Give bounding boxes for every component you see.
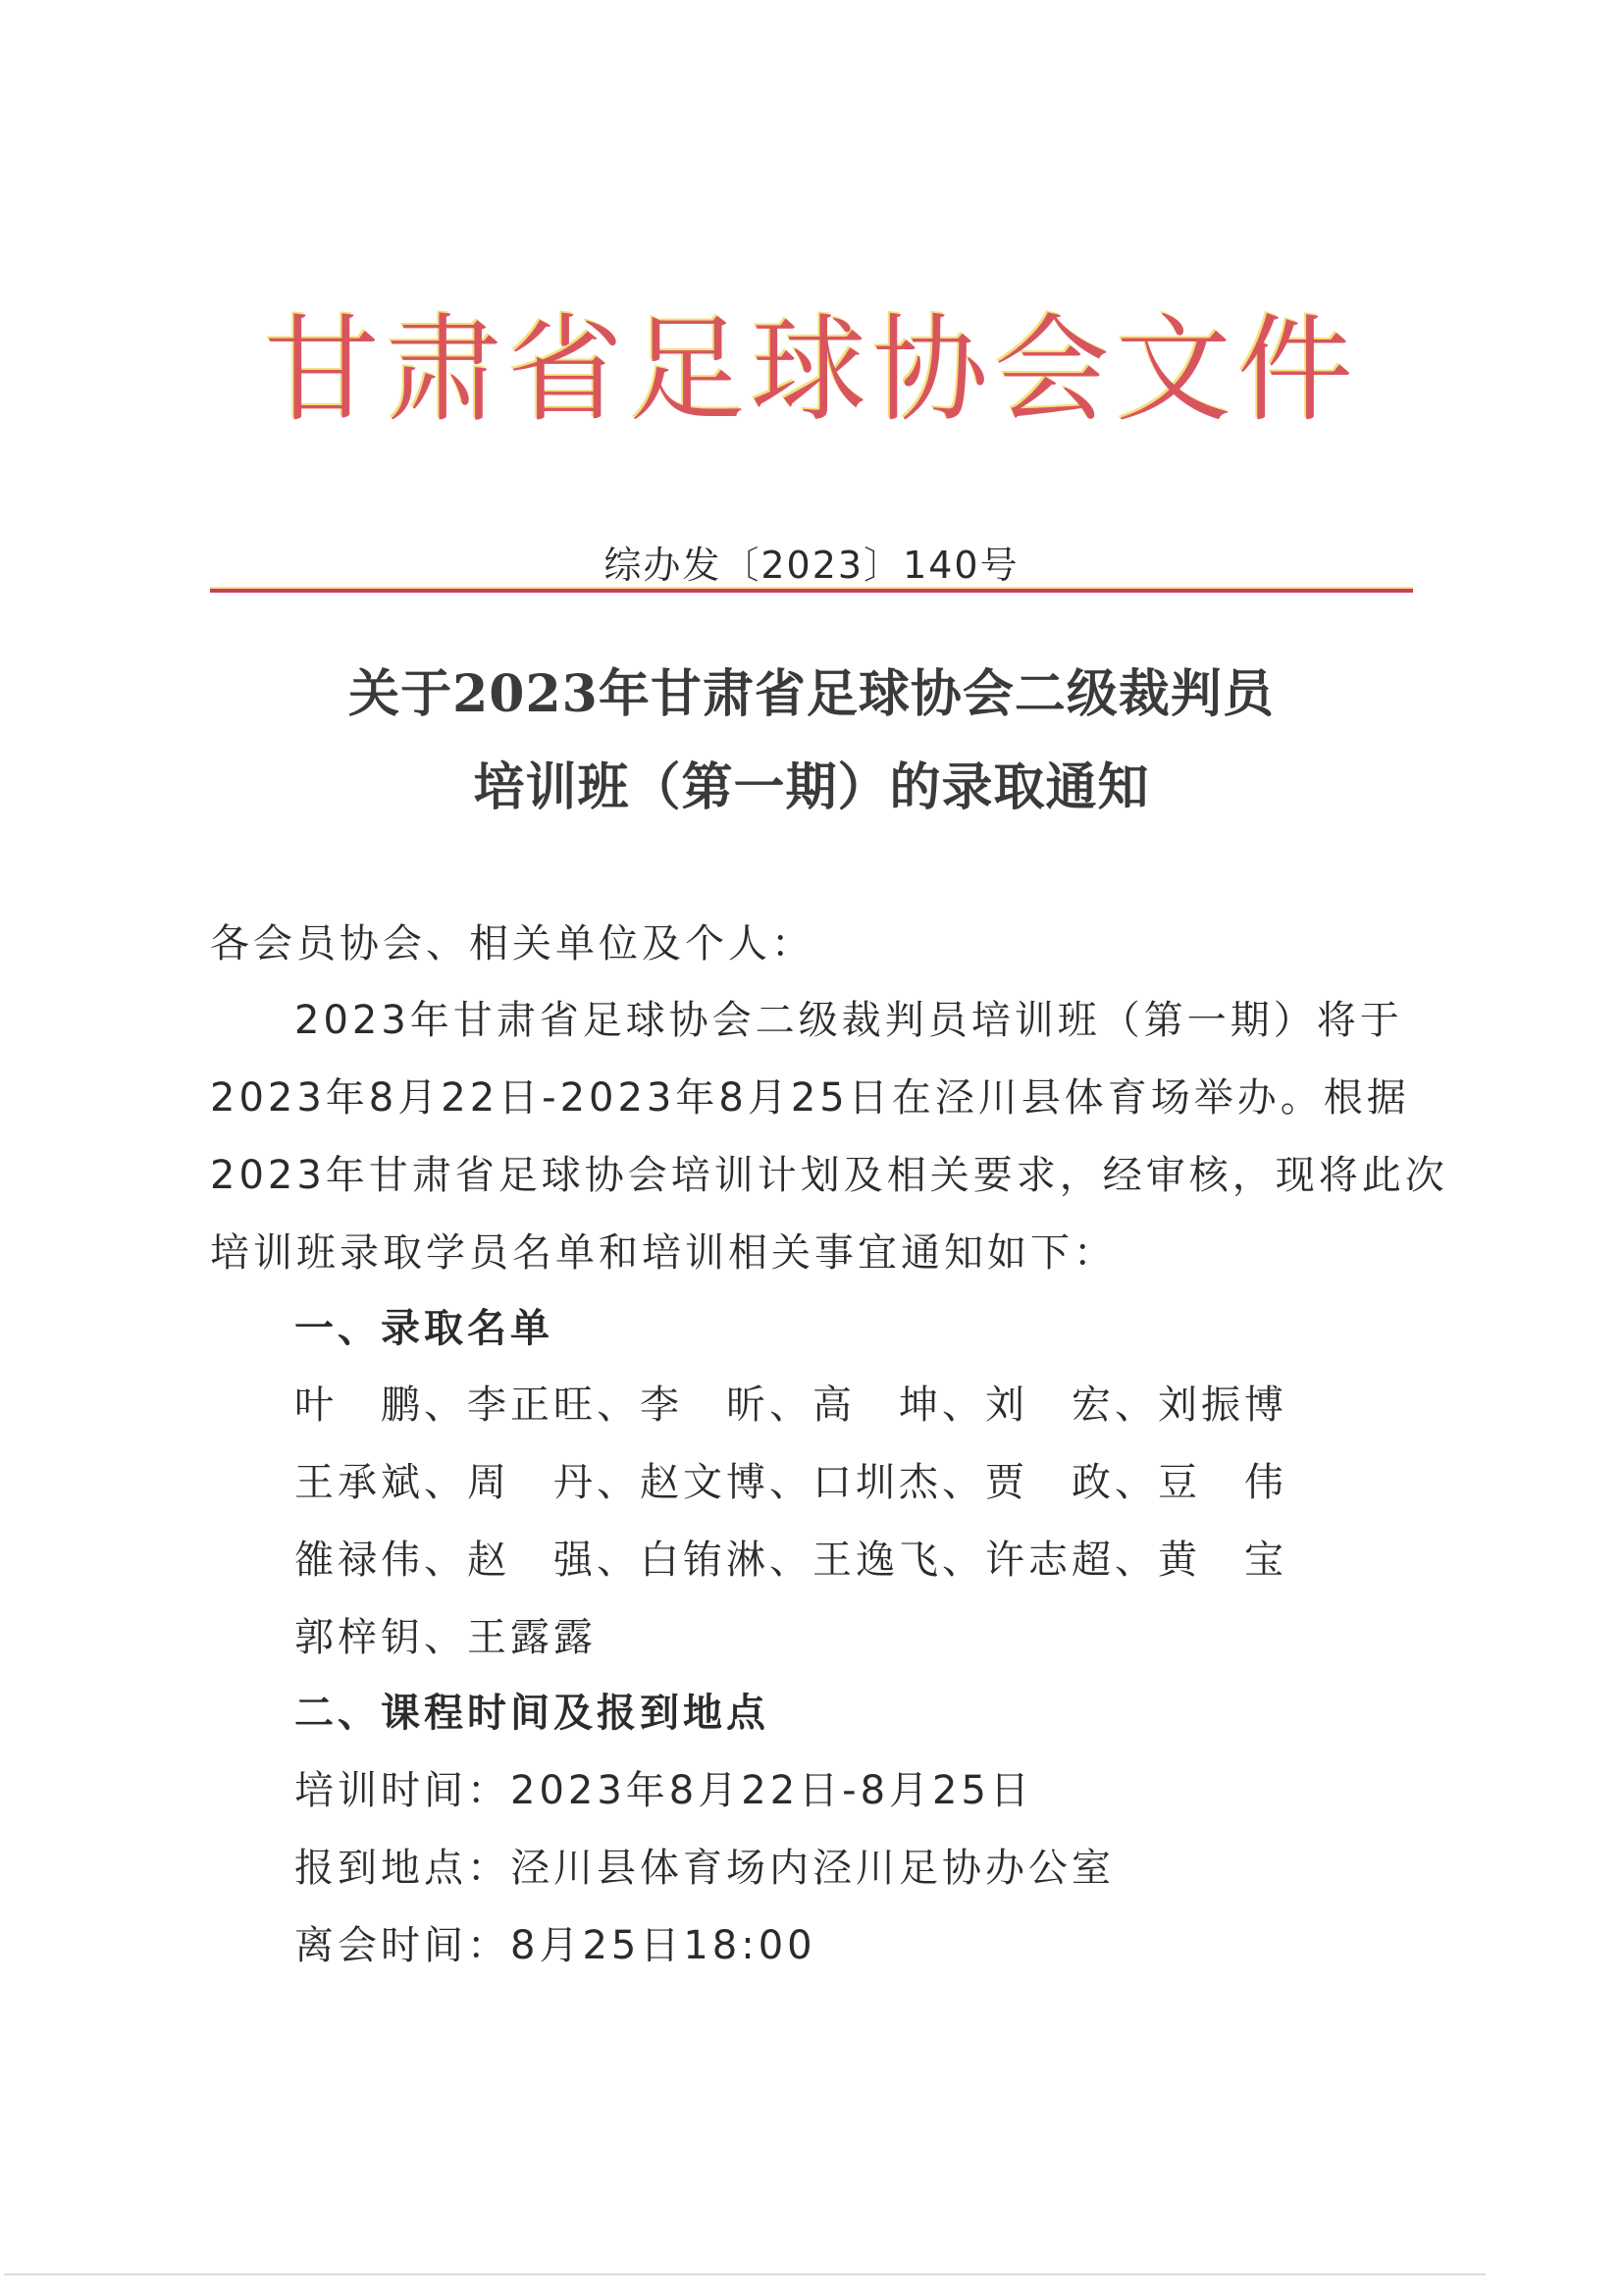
name-line: 郭梓钥、王露露 (294, 1615, 597, 1660)
departure-time: 离会时间：8月25日18:00 (294, 1923, 816, 1968)
intro-line: 2023年甘肃省足球协会培训计划及相关要求，经审核，现将此次 (210, 1153, 1448, 1198)
document-number: 综办发〔2023〕140号 (603, 544, 1020, 587)
letterhead: 甘肃省足球协会文件 (263, 302, 1359, 438)
training-time: 培训时间：2023年8月22日-8月25日 (294, 1768, 1033, 1813)
name-line: 雒禄伟、赵 强、白铕淋、王逸飞、许志超、黄 宝 (294, 1538, 1287, 1583)
intro-line: 2023年甘肃省足球协会二级裁判员培训班（第一期）将于 (294, 998, 1403, 1043)
intro-line: 2023年8月22日-2023年8月25日在泾川县体育场举办。根据 (210, 1075, 1410, 1121)
notice-title-line-2: 培训班（第一期）的录取通知 (473, 757, 1150, 817)
page-bottom-rule (4, 2273, 1486, 2275)
notice-title-line-1: 关于2023年甘肃省足球协会二级裁判员 (348, 664, 1275, 724)
name-line: 王承斌、周 丹、赵文博、口圳杰、贾 政、豆 伟 (294, 1460, 1287, 1505)
red-divider (210, 587, 1413, 593)
name-line: 叶 鹏、李正旺、李 昕、高 坤、刘 宏、刘振博 (294, 1383, 1287, 1428)
intro-line: 培训班录取学员名单和培训相关事宜通知如下： (210, 1230, 1117, 1276)
section-heading: 一、录取名单 (294, 1306, 553, 1351)
section-heading: 二、课程时间及报到地点 (294, 1691, 769, 1736)
check-in-location: 报到地点：泾川县体育场内泾川足协办公室 (294, 1846, 1115, 1891)
salutation: 各会员协会、相关单位及个人： (210, 921, 814, 966)
